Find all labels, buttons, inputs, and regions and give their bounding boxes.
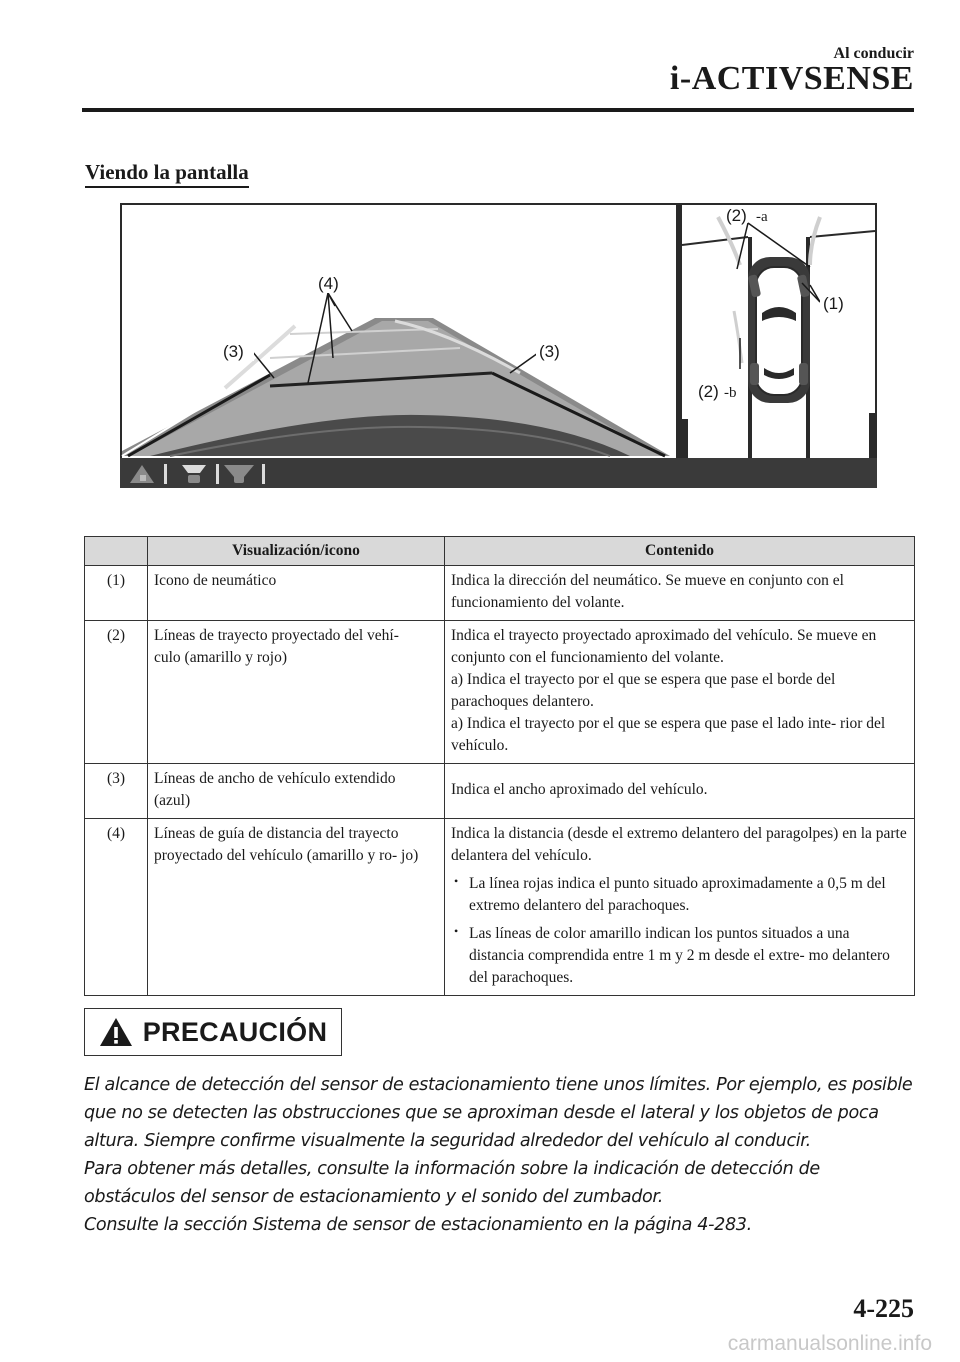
warning-icon [99,1017,133,1047]
row-item-text-cont: (azul) [154,792,191,809]
watermark: carmanualsonline.info [727,1332,932,1355]
row-number: (3) [85,764,148,819]
camera-display-figure [120,203,877,488]
section-title: Viendo la pantalla [85,160,249,188]
row-item-text: Líneas de trayecto proyectado del vehí- [154,627,399,644]
caution-paragraph: Consulte la sección Sistema de sensor de estacionamiento en la página 4-283. [84,1215,752,1235]
row-content-text: a) Indica el trayecto por el que se espera que pase el lado inte- rior del vehículo. [451,715,886,754]
row-item-text-cont: proyectado del vehículo (amarillo y ro- jo) [154,847,419,864]
table-header-row [85,537,915,566]
page-number: 4-225 [853,1294,914,1323]
row-content-text: Indica la distancia (desde el extremo delantero del paragolpes) en la parte delantera del vehículo. [451,825,907,864]
row-content: Indica la dirección del neumático. Se mueve en conjunto con el funcionamiento del volante. [445,566,915,621]
row-content: Indica el ancho aproximado del vehículo. [445,764,915,819]
row-item-text-cont: culo (amarillo y rojo) [154,649,287,666]
bullet-item: • Las líneas de color amarillo indican los puntos situados a una distancia comprendida entre 1 m y 2 m desde el extre- mo delantero del parachoques. [451,923,908,989]
vehicle-top-view [748,257,810,403]
bullet-item: • La línea rojas indica el punto situado aproximadamente a 0,5 m del extremo delantero del parachoques. [451,873,908,917]
row-content [445,819,915,996]
chapter-title: i-ACTIVSENSE [669,60,914,97]
callout-2b: (2) [698,382,719,401]
table-row [85,764,915,819]
caution-paragraph: El alcance de detección del sensor de estacionamiento tiene unos límites. Por ejemplo, es posible que no se detecten las obstrucciones que se aproximan desde el lateral y los objetos de poca altura. Siempre confirme visualmente la seguridad alrededor del vehículo al conducir. [84,1075,913,1151]
section-header: Al conducir [833,45,914,62]
callout-2b-sub: -b [724,385,737,401]
caution-text [84,1071,914,1239]
callout-2a: (2) [726,206,747,225]
row-content [445,621,915,764]
table-row [85,566,915,621]
row-number: (2) [85,621,148,764]
callout-4: (4) [318,274,339,293]
row-number: (1) [85,566,148,621]
row-content-text: Indica el trayecto proyectado aproximado del vehículo. Se mueve en conjunto con el funcionamiento del volante. [451,627,877,666]
row-item: Icono de neumático [148,566,445,621]
table-header-cell: Visualización/icono [148,537,445,566]
row-number: (4) [85,819,148,996]
callout-3-right: (3) [539,342,560,361]
row-item [148,621,445,764]
row-item-text: Líneas de guía de distancia del trayecto [154,825,399,842]
caution-title: PRECAUCIÓN [142,1016,328,1047]
callout-2a-sub: -a [756,209,768,225]
display-info-table [84,536,915,996]
table-header-cell [85,537,148,566]
caution-box [84,1008,342,1056]
row-item [148,819,445,996]
table-row [85,621,915,764]
row-content-text: a) Indica el trayecto por el que se espera que pase el borde del parachoques delantero. [451,671,836,710]
table-row [85,819,915,996]
row-item-text: Líneas de ancho de vehículo extendido [154,770,396,787]
row-item [148,764,445,819]
caution-paragraph: Para obtener más detalles, consulte la información sobre la indicación de detección de obstáculos del sensor de estacionamiento y el sonido del zumbador. [84,1159,820,1207]
callout-1: (1) [823,294,844,313]
header-rule [82,108,914,112]
table-header-cell: Contenido [445,537,915,566]
callout-3-left: (3) [223,342,244,361]
